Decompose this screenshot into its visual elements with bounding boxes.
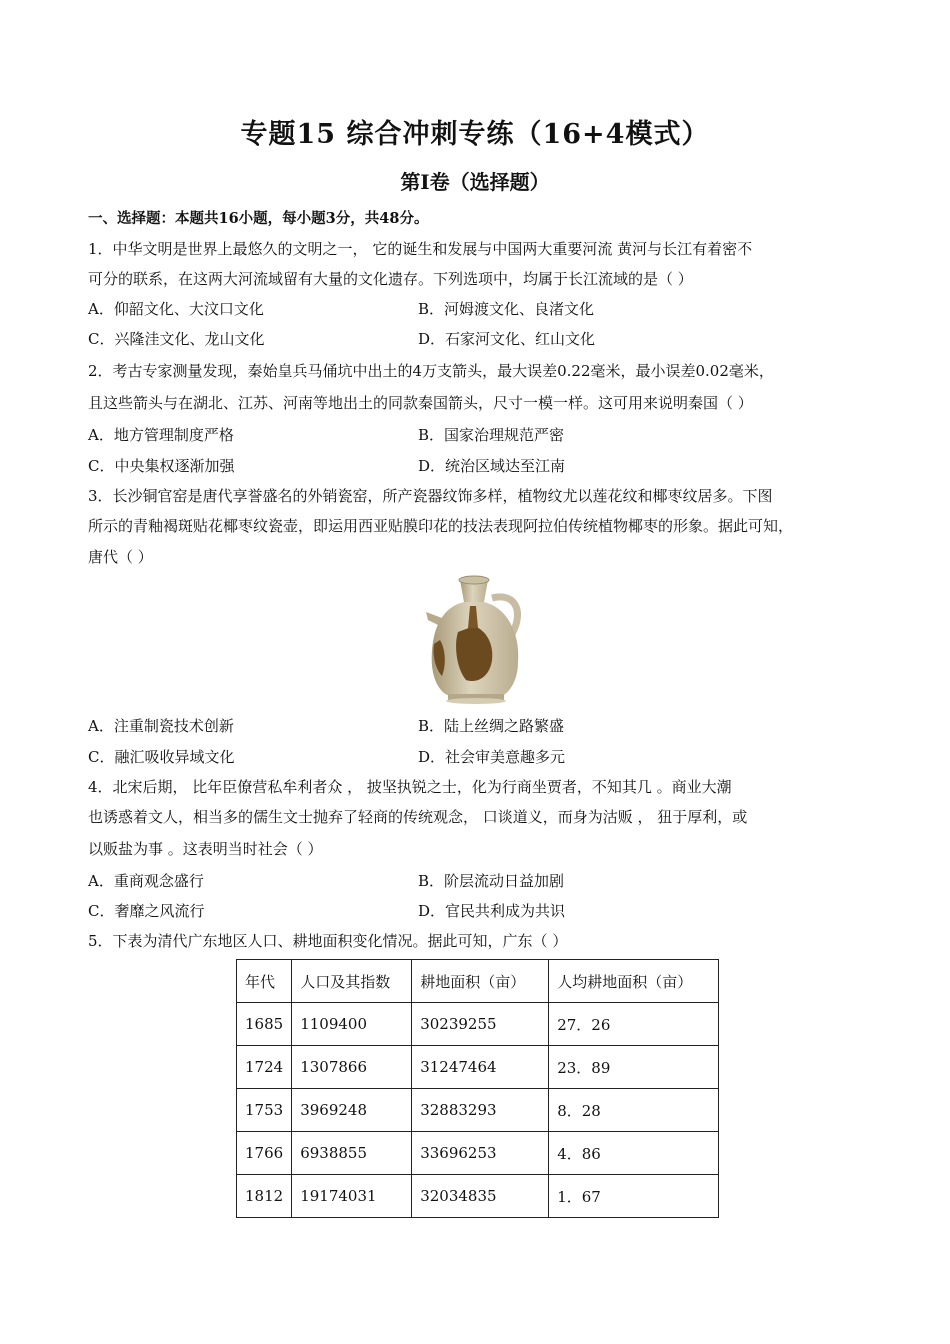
- q4-option-b[interactable]: B．阶层流动日益加剧: [418, 872, 565, 890]
- table-cell: 30239255: [412, 1003, 549, 1046]
- q3-stem-line: 3．长沙铜官窑是唐代享誉盛名的外销瓷窑，所产瓷器纹饰多样，植物纹尤以莲花纹和椰枣纹居多。下图: [88, 487, 773, 505]
- q2-stem-line: 2．考古专家测量发现，秦始皇兵马俑坑中出土的4万支箭头，最大误差0.22毫米，最小误差0.02毫米，: [88, 362, 774, 380]
- table-row: [237, 1175, 719, 1218]
- table-cell: 27．26: [549, 1003, 719, 1046]
- table-row: [237, 1089, 719, 1132]
- q3-option-c[interactable]: C．融汇吸收异域文化: [88, 748, 235, 766]
- table-cell: 6938855: [292, 1132, 412, 1175]
- table-cell: 1766: [237, 1132, 292, 1175]
- q3-stem-line: 所示的青釉褐斑贴花椰枣纹瓷壶，即运用西亚贴膜印花的技法表现阿拉伯传统植物椰枣的形象。据此可知，: [88, 517, 794, 535]
- table-header-cell: 年代: [237, 960, 292, 1003]
- table-cell: 1109400: [292, 1003, 412, 1046]
- table-header-cell: 人均耕地面积（亩）: [549, 960, 719, 1003]
- q2-option-d[interactable]: D．统治区域达至江南: [418, 457, 566, 475]
- table-row: [237, 1046, 719, 1089]
- table-cell: 8．28: [549, 1089, 719, 1132]
- q4-option-a[interactable]: A．重商观念盛行: [88, 872, 204, 890]
- q2-option-b[interactable]: B．国家治理规范严密: [418, 426, 565, 444]
- table-cell: 3969248: [292, 1089, 412, 1132]
- table-cell: 1．67: [549, 1175, 719, 1218]
- q1-option-b[interactable]: B．河姆渡文化、良渚文化: [418, 300, 595, 318]
- table-row: [237, 1003, 719, 1046]
- table-cell: 1812: [237, 1175, 292, 1218]
- q2-option-a[interactable]: A．地方管理制度严格: [88, 426, 234, 444]
- q3-option-a[interactable]: A．注重制瓷技术创新: [88, 717, 234, 735]
- table-cell: 31247464: [412, 1046, 549, 1089]
- part-heading: 第I卷（选择题）: [400, 170, 550, 194]
- section-instructions: 一、选择题：本题共16小题，每小题3分，共48分。: [88, 210, 429, 227]
- table-row: [237, 1132, 719, 1175]
- q3-stem-line: 唐代（ ）: [88, 548, 153, 566]
- table-cell: 33696253: [412, 1132, 549, 1175]
- q1-option-d[interactable]: D．石家河文化、红山文化: [418, 330, 596, 348]
- q1-stem-line: 1．中华文明是世界上最悠久的文明之一， 它的诞生和发展与中国两大重要河流 黄河与长江有着密不: [88, 240, 753, 258]
- q4-option-d[interactable]: D．官民共利成为共识: [418, 902, 566, 920]
- q1-option-c[interactable]: C．兴隆洼文化、龙山文化: [88, 330, 265, 348]
- q1-option-a[interactable]: A．仰韶文化、大汶口文化: [88, 300, 264, 318]
- table-cell: 23．89: [549, 1046, 719, 1089]
- table-header-cell: 耕地面积（亩）: [412, 960, 549, 1003]
- q4-option-c[interactable]: C．奢靡之风流行: [88, 902, 205, 920]
- table-cell: 1753: [237, 1089, 292, 1132]
- table-cell: 32034835: [412, 1175, 549, 1218]
- q2-stem-line: 且这些箭头与在湖北、江苏、河南等地出土的同款秦国箭头，尺寸一模一样。这可用来说明秦国（ ）: [88, 394, 753, 412]
- q1-stem-line: 可分的联系，在这两大河流域留有大量的文化遗存。下列选项中，均属于长江流域的是（ ）: [88, 270, 693, 288]
- table-cell: 1685: [237, 1003, 292, 1046]
- table-header-cell: 人口及其指数: [292, 960, 412, 1003]
- table-cell: 1307866: [292, 1046, 412, 1089]
- ceramic-ewer-image: [420, 572, 530, 704]
- q5-stem-line: 5．下表为清代广东地区人口、耕地面积变化情况。据此可知，广东（ ）: [88, 932, 568, 950]
- q3-option-d[interactable]: D．社会审美意趣多元: [418, 748, 566, 766]
- q4-stem-line: 4．北宋后期， 比年臣僚营私牟利者众 ， 披坚执锐之士，化为行商坐贾者，不知其几 。商业大潮: [88, 778, 732, 796]
- page-title: 专题15 综合冲刺专练（16+4模式）: [240, 119, 710, 150]
- table-cell: 32883293: [412, 1089, 549, 1132]
- table-cell: 4．86: [549, 1132, 719, 1175]
- q4-stem-line: 也诱惑着文人，相当多的儒生文士抛弃了轻商的传统观念， 口谈道义，而身为沽贩 ， 狃于厚利，或: [88, 808, 748, 826]
- q4-stem-line: 以贩盐为事 。这表明当时社会（ ）: [88, 840, 323, 858]
- table-cell: 19174031: [292, 1175, 412, 1218]
- table-header-row: [237, 960, 719, 1003]
- q3-option-b[interactable]: B．陆上丝绸之路繁盛: [418, 717, 565, 735]
- q2-option-c[interactable]: C．中央集权逐渐加强: [88, 457, 235, 475]
- population-farmland-table: [236, 959, 719, 1218]
- table-cell: 1724: [237, 1046, 292, 1089]
